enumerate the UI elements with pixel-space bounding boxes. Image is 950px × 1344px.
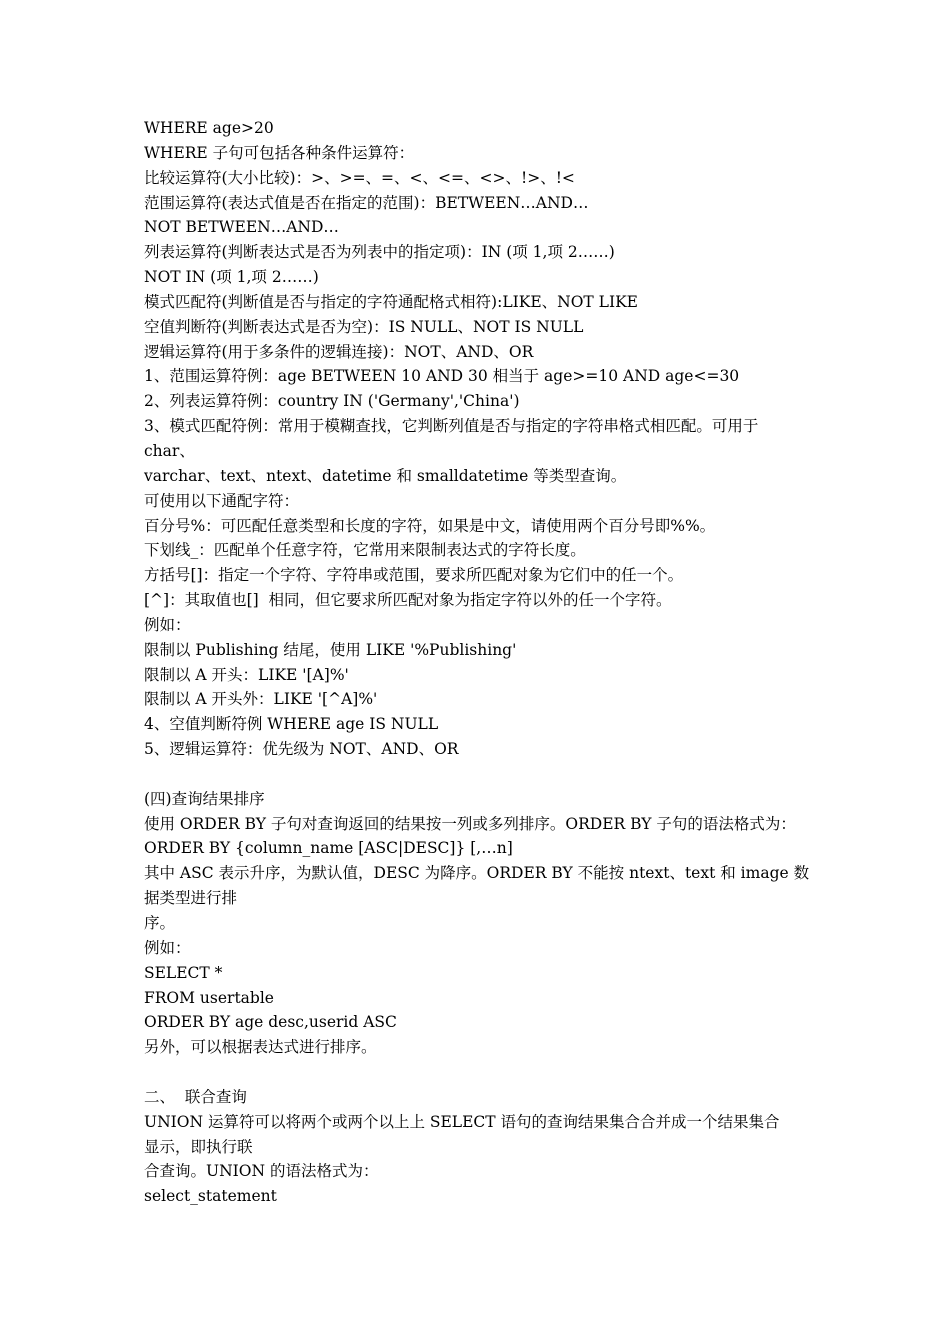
- text-line: 方括号[]：指定一个字符、字符串或范围，要求所匹配对象为它们中的任一个。: [144, 566, 684, 585]
- text-line: [^]：其取值也[] 相同，但它要求所匹配对象为指定字符以外的任一个字符。: [144, 591, 672, 610]
- document-page: [144, 116, 812, 1209]
- text-line: 使用 ORDER BY 子句对查询返回的结果按一列或多列排序。ORDER BY 子句的语法格式为：: [144, 814, 796, 833]
- text-line: 可使用以下通配字符：: [144, 491, 300, 510]
- text-line: 限制以 A 开头外：LIKE '[^A]%': [144, 690, 378, 709]
- text-line: UNION 运算符可以将两个或两个以上上 SELECT 语句的查询结果集合合并成一个结果集合: [144, 1112, 780, 1131]
- text-line: 比较运算符(大小比较)：>、>=、=、<、<=、<>、!>、!<: [144, 168, 575, 187]
- text-line: 模式匹配符(判断值是否与指定的字符通配格式相符):LIKE、NOT LIKE: [144, 292, 638, 311]
- text-line: char、: [144, 441, 195, 460]
- text-line: ORDER BY {column_name [ASC|DESC]} [,…n]: [144, 839, 513, 858]
- text-line: 限制以 A 开头：LIKE '[A]%': [144, 665, 349, 684]
- text-line: 合查询。UNION 的语法格式为：: [144, 1162, 379, 1181]
- text-line: 1、范围运算符例：age BETWEEN 10 AND 30 相当于 age>=10 AND age<=30: [144, 367, 740, 386]
- text-line: 显示，即执行联: [144, 1137, 253, 1156]
- text-line: 限制以 Publishing 结尾，使用 LIKE '%Publishing': [144, 640, 517, 659]
- text-line: 另外，可以根据表达式进行排序。: [144, 1038, 377, 1057]
- text-line: 4、空值判断符例 WHERE age IS NULL: [144, 715, 439, 734]
- text-line: 序。: [144, 914, 176, 932]
- text-line: 5、逻辑运算符：优先级为 NOT、AND、OR: [144, 740, 459, 759]
- code-line: ORDER BY age desc,userid ASC: [144, 1013, 397, 1032]
- text-line: 列表运算符(判断表达式是否为列表中的指定项)：IN (项 1,项 2……): [144, 243, 615, 262]
- text-line: WHERE 子句可包括各种条件运算符：: [144, 143, 415, 162]
- code-line: select_statement: [144, 1187, 277, 1206]
- code-line: SELECT *: [144, 963, 223, 982]
- text-line: varchar、text、ntext、datetime 和 smalldatetime 等类型查询。: [144, 466, 627, 485]
- blank-line: [144, 1060, 812, 1085]
- text-line: NOT BETWEEN…AND…: [144, 218, 339, 237]
- text-line: 据类型进行排: [144, 889, 238, 908]
- section-heading: (四)查询结果排序: [144, 789, 265, 808]
- text-line: 3、模式匹配符例：常用于模糊查找，它判断列值是否与指定的字符串格式相匹配。可用于: [144, 417, 759, 436]
- blank-line: [144, 762, 812, 787]
- text-line: 范围运算符(表达式值是否在指定的范围)：BETWEEN…AND…: [144, 193, 589, 212]
- text-line: WHERE age>20: [144, 119, 274, 137]
- text-line: 例如：: [144, 938, 191, 957]
- text-line: 下划线_：匹配单个任意字符，它常用来限制表达式的字符长度。: [144, 541, 586, 560]
- text-line: 例如：: [144, 615, 191, 634]
- text-line: 其中 ASC 表示升序，为默认值，DESC 为降序。ORDER BY 不能按 ntext、text 和 image 数: [144, 864, 810, 883]
- text-line: 2、列表运算符例：country IN ('Germany','China'): [144, 392, 520, 411]
- text-line: 空值判断符(判断表达式是否为空)：IS NULL、NOT IS NULL: [144, 317, 584, 336]
- section-heading: 二、 联合查询: [144, 1087, 247, 1106]
- text-line: 逻辑运算符(用于多条件的逻辑连接)：NOT、AND、OR: [144, 342, 534, 361]
- text-line: 百分号%：可匹配任意类型和长度的字符，如果是中文，请使用两个百分号即%%。: [144, 516, 716, 535]
- text-line: NOT IN (项 1,项 2……): [144, 268, 319, 287]
- code-line: FROM usertable: [144, 988, 274, 1007]
